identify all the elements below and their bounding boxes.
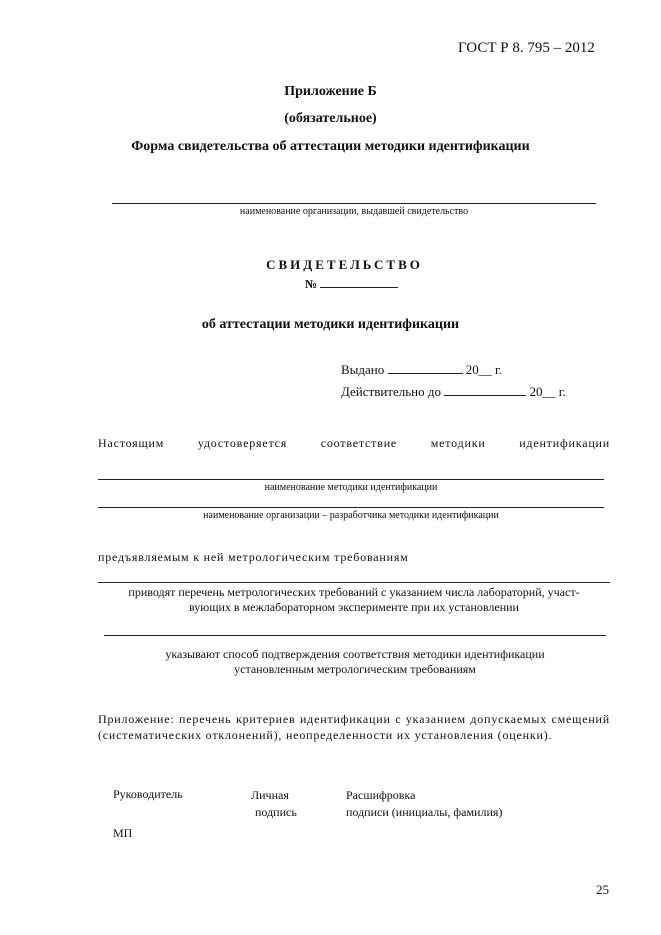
attest-word: Настоящим — [98, 436, 165, 450]
confirmation-caption-line-2: установленным метрологическим требованиям — [234, 662, 476, 676]
confirmation-caption-line-1: указывают способ подтверждения соответствия методики идентификации — [165, 647, 545, 661]
decoding-line-1: Расшифровка — [346, 788, 416, 802]
form-title: Форма свидетельства об аттестации методики идентификации — [131, 139, 530, 154]
requirements-caption-line-2: вующих в межлабораторном эксперименте при их установлении — [189, 600, 519, 614]
appendix-title: Приложение Б — [284, 84, 377, 99]
issuer-name-line — [112, 203, 596, 204]
decoding-line-2: подписи (инициалы, фамилия) — [346, 805, 503, 819]
issued-label: Выдано — [341, 362, 385, 377]
requirements-caption-line-1: приводят перечень метрологических требований с указанием числа лабораторий, участ- — [128, 585, 580, 599]
requirements-text: предъявляемым к ней метрологическим требованиям — [98, 550, 409, 564]
developer-name-line — [98, 507, 604, 508]
attestation-sentence — [98, 436, 610, 451]
confirmation-caption — [104, 647, 606, 677]
method-name-caption: наименование методики идентификации — [264, 482, 438, 493]
decoding-label — [346, 787, 502, 821]
personal-signature-line-1: Личная — [251, 788, 289, 802]
requirements-line — [98, 582, 610, 583]
appendix-status: (обязательное) — [284, 111, 377, 126]
issued-year: 20__ г. — [465, 362, 503, 377]
attest-word: соответствие — [320, 436, 398, 450]
attest-word: удостоверяется — [197, 436, 288, 450]
valid-until-blank — [444, 383, 526, 396]
requirements-caption — [98, 585, 610, 615]
number-blank — [320, 275, 398, 288]
valid-until-label: Действительно до — [341, 384, 441, 399]
personal-signature-line-2: подпись — [255, 805, 297, 819]
issued-blank — [388, 361, 463, 374]
issuer-name-caption: наименование организации, выдавшей свидетельство — [239, 206, 469, 217]
confirmation-line — [104, 635, 606, 636]
issued-row — [341, 361, 502, 378]
certificate-number — [305, 275, 398, 292]
number-sign: № — [305, 277, 318, 291]
standard-designation: ГОСТ Р 8. 795 – 2012 — [458, 40, 595, 56]
developer-name-caption: наименование организации – разработчика методики идентификации — [203, 510, 499, 521]
certificate-title: СВИДЕТЕЛЬСТВО — [266, 257, 423, 272]
stamp-label: МП — [113, 826, 133, 840]
head-label: Руководитель — [113, 787, 183, 801]
method-name-line — [98, 479, 604, 480]
attest-word: идентификации — [519, 436, 610, 450]
certificate-subtitle: об аттестации методики идентификации — [201, 317, 460, 332]
page-number: 25 — [596, 882, 609, 897]
appendix-note: Приложение: перечень критериев идентификации с указанием допускаемых смещений (систематических отклонений), неопределенности их установления (оценки). — [98, 712, 610, 742]
valid-until-row — [341, 383, 566, 400]
valid-until-year: 20__ г. — [529, 384, 566, 399]
attest-word: методики — [430, 436, 486, 450]
personal-signature-label — [251, 787, 297, 821]
